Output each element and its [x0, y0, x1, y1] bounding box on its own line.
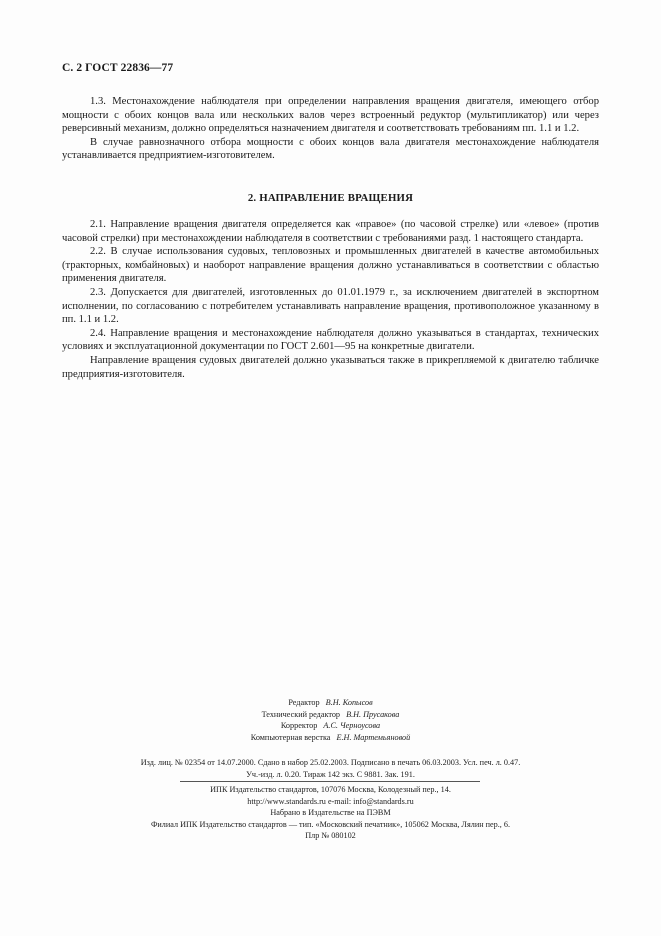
- pub-info-line: Изд. лиц. № 02354 от 14.07.2000. Сдано в набор 25.02.2003. Подписано в печать 06.03.2003. Усл. печ. л. 0.47.: [140, 758, 521, 767]
- credit-layout: Компьютерная верстка Е.Н. Мартемьяновой: [250, 732, 411, 742]
- imprint-divider: [180, 781, 480, 782]
- publisher-line: http://www.standards.ru e-mail: info@standards.ru: [247, 796, 414, 806]
- imprint-publisher: [0, 784, 661, 842]
- paragraph-2-4-note: Направление вращения судовых двигателей должно указываться также в прикрепляемой к двигателю табличке предприятия-изготовителя.: [62, 354, 599, 380]
- paragraph-2-2: 2.2. В случае использования судовых, тепловозных и промышленных двигателей в качестве автомобильных (тракторных, комбайновых) и наоборот направление вращения должно устанавливаться в соответствии с областью применения двигателя.: [62, 246, 599, 285]
- paragraph-2-4: 2.4. Направление вращения и местонахождение наблюдателя должно указываться в стандартах, технических условиях и эксплуатационной документации по ГОСТ 2.601—95 на конкретные двигатели.: [62, 327, 599, 353]
- credit-proofreader: Корректор А.С. Черноусова: [280, 721, 381, 731]
- credit-tech-editor: Технический редактор В.Н. Прусакова: [261, 709, 400, 719]
- credit-editor: Редактор В.Н. Копысов: [288, 698, 373, 707]
- pub-info-line: Уч.-изд. л. 0.20. Тираж 142 экз. С 9881. Зак. 191.: [246, 769, 415, 779]
- page-header: С. 2 ГОСТ 22836—77: [62, 62, 174, 74]
- section1-continuation: [62, 95, 599, 163]
- section-2-title: 2. НАПРАВЛЕНИЕ ВРАЩЕНИЯ: [247, 192, 414, 204]
- paragraph-1-3: 1.3. Местонахождение наблюдателя при определении направления вращения двигателя, имеющего отбор мощности с обоих концов вала или нескольких валов через встроенный редуктор (мультипликатор) или через реверсивный механизм, должно определяться назначением двигателя и соответствовать требованиям пп. 1.1 и 1.2.: [62, 96, 599, 135]
- paragraph-2-3: 2.3. Допускается для двигателей, изготовленных до 01.01.1979 г., за исключением двигателей в экспортном исполнении, по согласованию с потребителем устанавливать направление вращения, противоположное указанному в пп. 1.1 и 1.2.: [62, 286, 599, 326]
- imprint-pub-info: [0, 757, 661, 780]
- publisher-line: Плр № 080102: [305, 831, 356, 841]
- paragraph-1-3-note: В случае равнозначного отбора мощности с обоих концов вала двигателя местонахождение наблюдателя устанавливается предприятием-изготовителем.: [62, 136, 599, 162]
- publisher-line: Филиал ИПК Издательство стандартов — тип. «Московский печатник», 105062 Москва, Лялин пер., 6.: [150, 819, 511, 829]
- publisher-line: ИПК Издательство стандартов, 107076 Москва, Колодезный пер., 14.: [210, 785, 451, 794]
- imprint-credits: [0, 697, 661, 743]
- section2-body: [62, 218, 599, 381]
- publisher-line: Набрано в Издательстве на ПЭВМ: [270, 808, 391, 818]
- paragraph-2-1: 2.1. Направление вращения двигателя определяется как «правое» (по часовой стрелке) или «левое» (против часовой стрелки) при местонахождении наблюдателя в соответствии с требованиями разд. 1 настоящего стандарта.: [62, 219, 599, 244]
